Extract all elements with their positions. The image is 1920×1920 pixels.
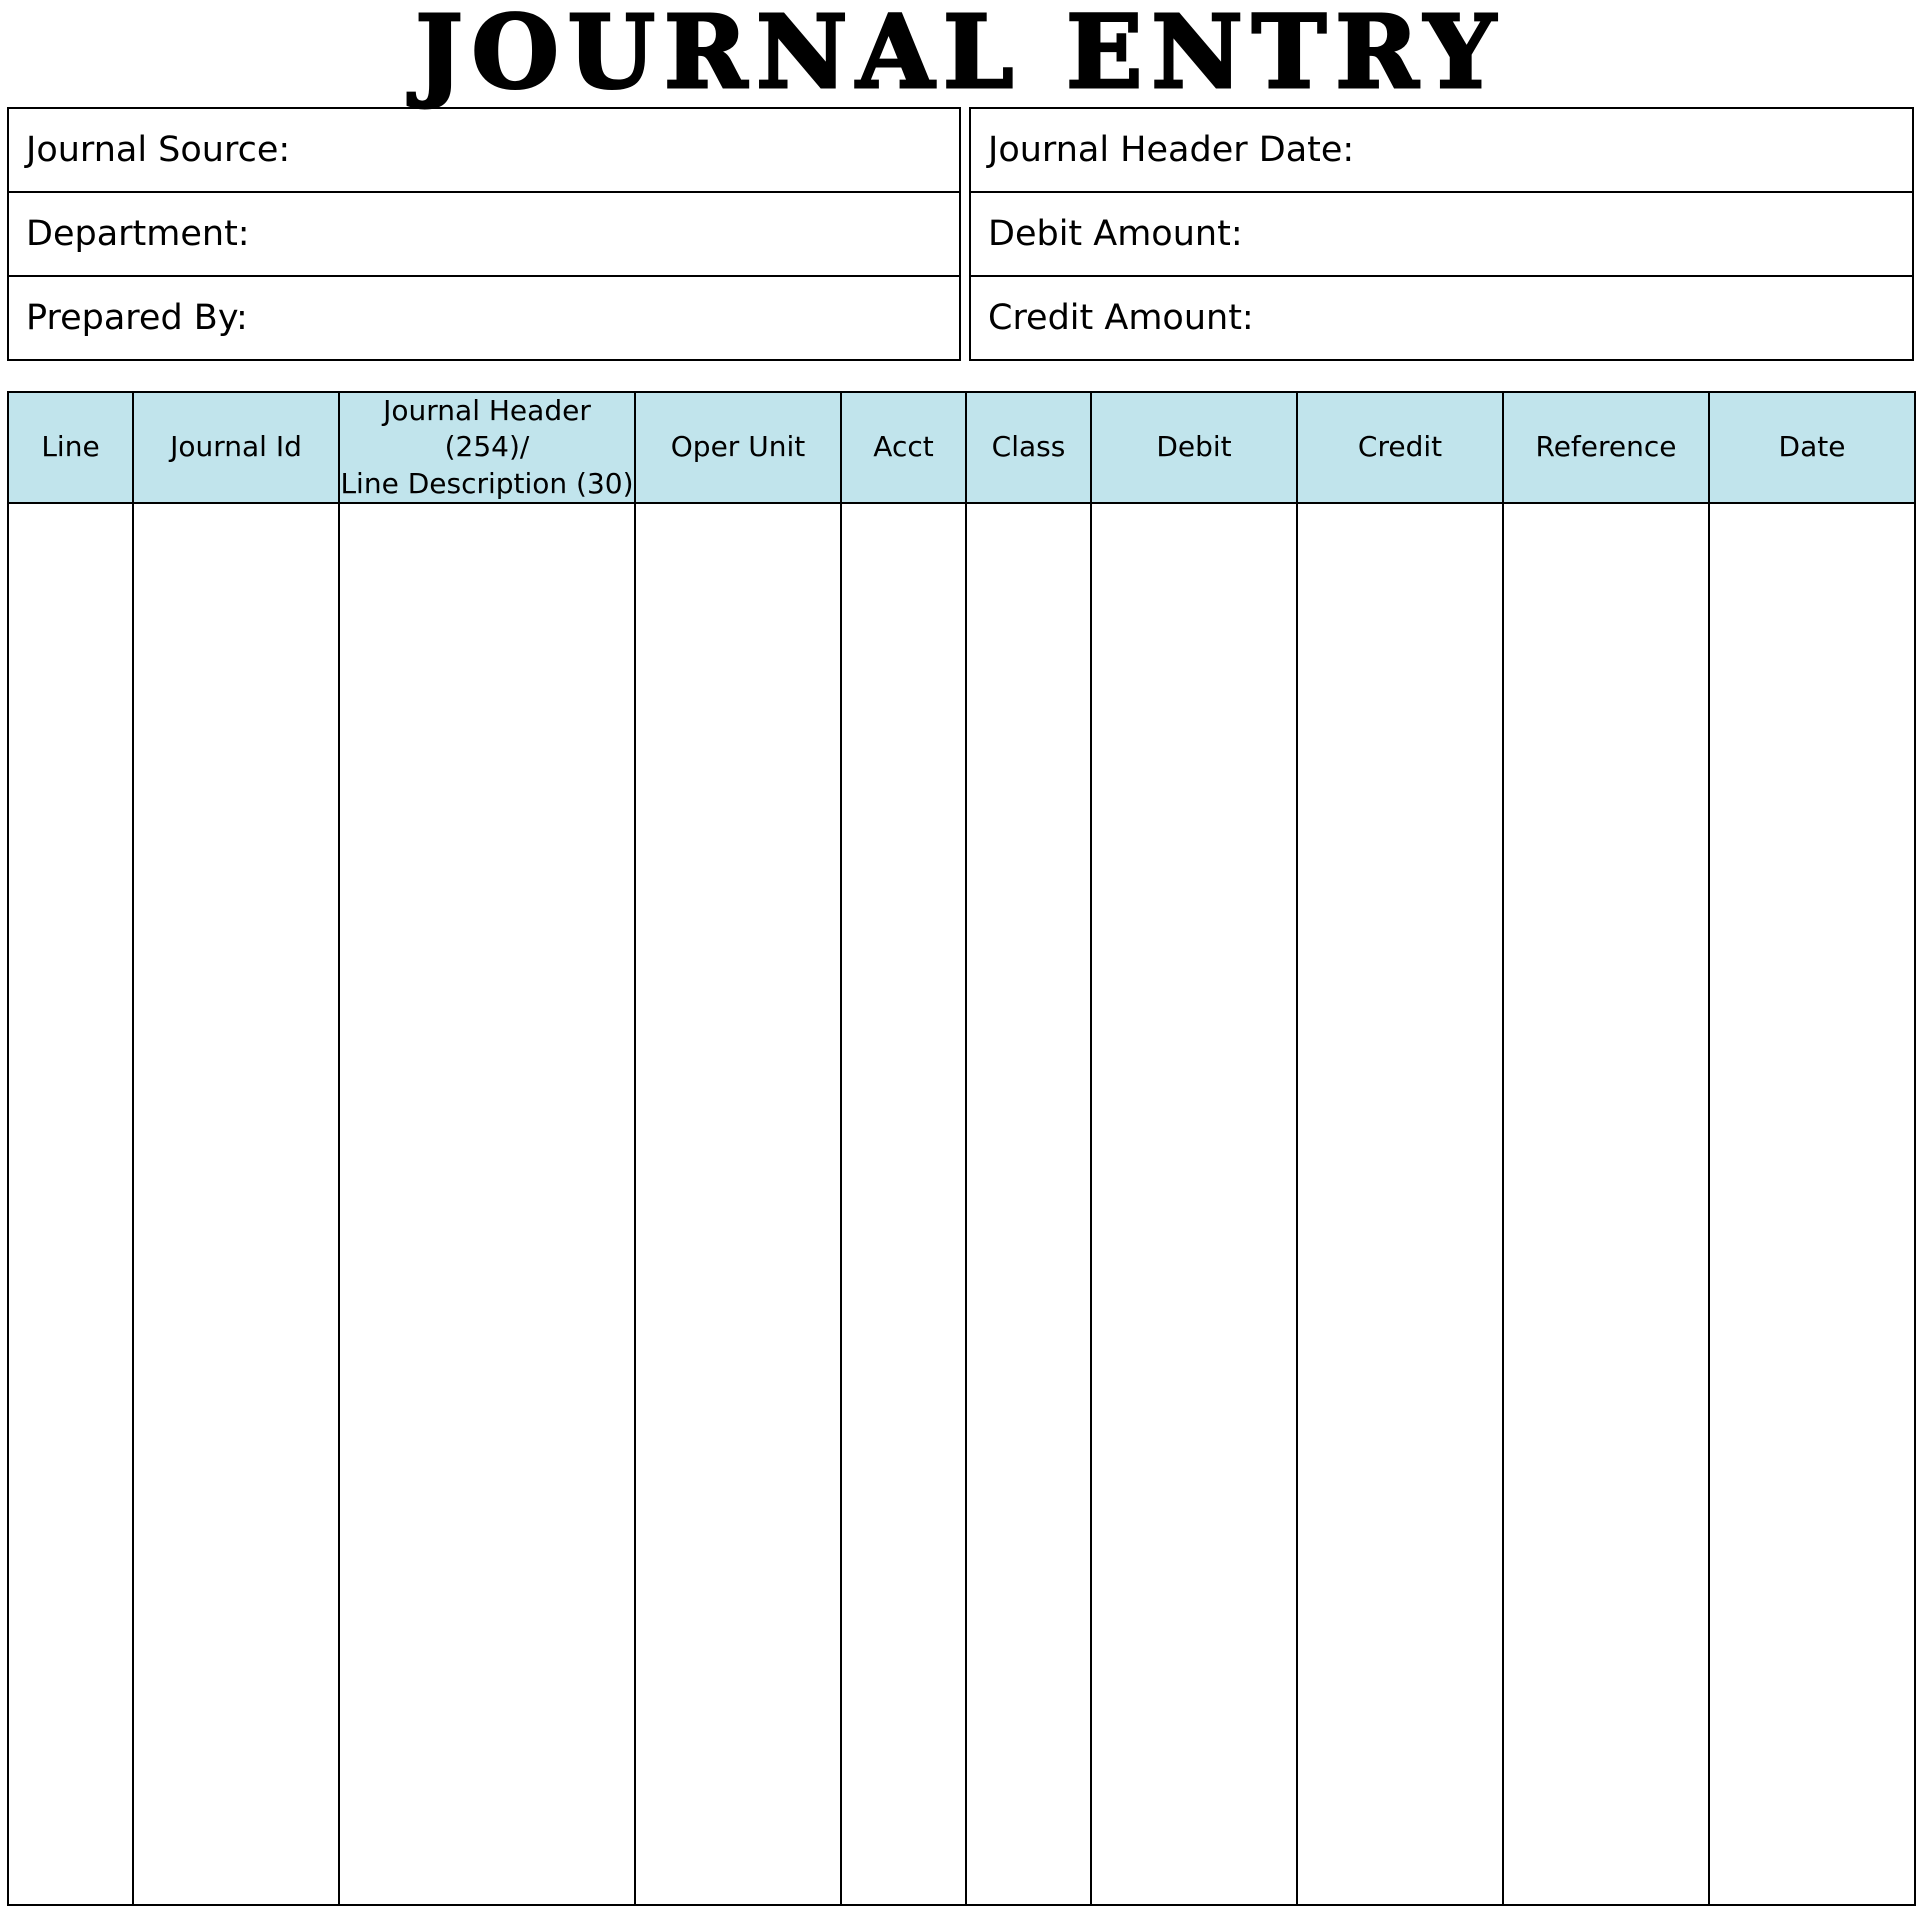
column-header-reference: Reference xyxy=(1503,392,1709,503)
column-header-class: Class xyxy=(966,392,1091,503)
journal-source-field[interactable]: Journal Source: xyxy=(9,109,959,193)
journal-header-date-field[interactable]: Journal Header Date: xyxy=(971,109,1912,193)
debit-cell[interactable] xyxy=(1091,503,1297,1905)
credit-cell[interactable] xyxy=(1297,503,1503,1905)
column-header-journal-id: Journal Id xyxy=(133,392,339,503)
prepared-by-field[interactable]: Prepared By: xyxy=(26,298,248,338)
credit-amount-field[interactable]: Credit Amount: xyxy=(988,298,1254,338)
line-cell[interactable] xyxy=(8,503,133,1905)
column-header-debit: Debit xyxy=(1091,392,1297,503)
column-header-date: Date xyxy=(1709,392,1915,503)
date-cell[interactable] xyxy=(1709,503,1915,1905)
description-cell[interactable] xyxy=(339,503,635,1905)
column-header-line: Line xyxy=(8,392,133,503)
table-header-row xyxy=(8,392,1915,503)
journal-info-left-box xyxy=(7,107,961,361)
debit-amount-field[interactable]: Debit Amount: xyxy=(971,193,1912,277)
class-cell[interactable] xyxy=(966,503,1091,1905)
oper-unit-cell[interactable] xyxy=(635,503,841,1905)
department-field[interactable]: Department: xyxy=(9,193,959,277)
journal-info-right-box xyxy=(969,107,1914,361)
page-title: JOURNAL ENTRY xyxy=(415,0,1505,111)
journal-id-cell[interactable] xyxy=(133,503,339,1905)
table-row xyxy=(8,503,1915,1905)
column-header-description-line2: Line Description (30) xyxy=(340,466,634,500)
journal-lines-table xyxy=(7,391,1916,1906)
reference-cell[interactable] xyxy=(1503,503,1709,1905)
column-header-acct: Acct xyxy=(841,392,966,503)
column-header-description-line1: Journal Header (254)/ xyxy=(383,394,591,464)
column-header-oper-unit: Oper Unit xyxy=(635,392,841,503)
column-header-description xyxy=(339,392,635,503)
acct-cell[interactable] xyxy=(841,503,966,1905)
column-header-credit: Credit xyxy=(1297,392,1503,503)
